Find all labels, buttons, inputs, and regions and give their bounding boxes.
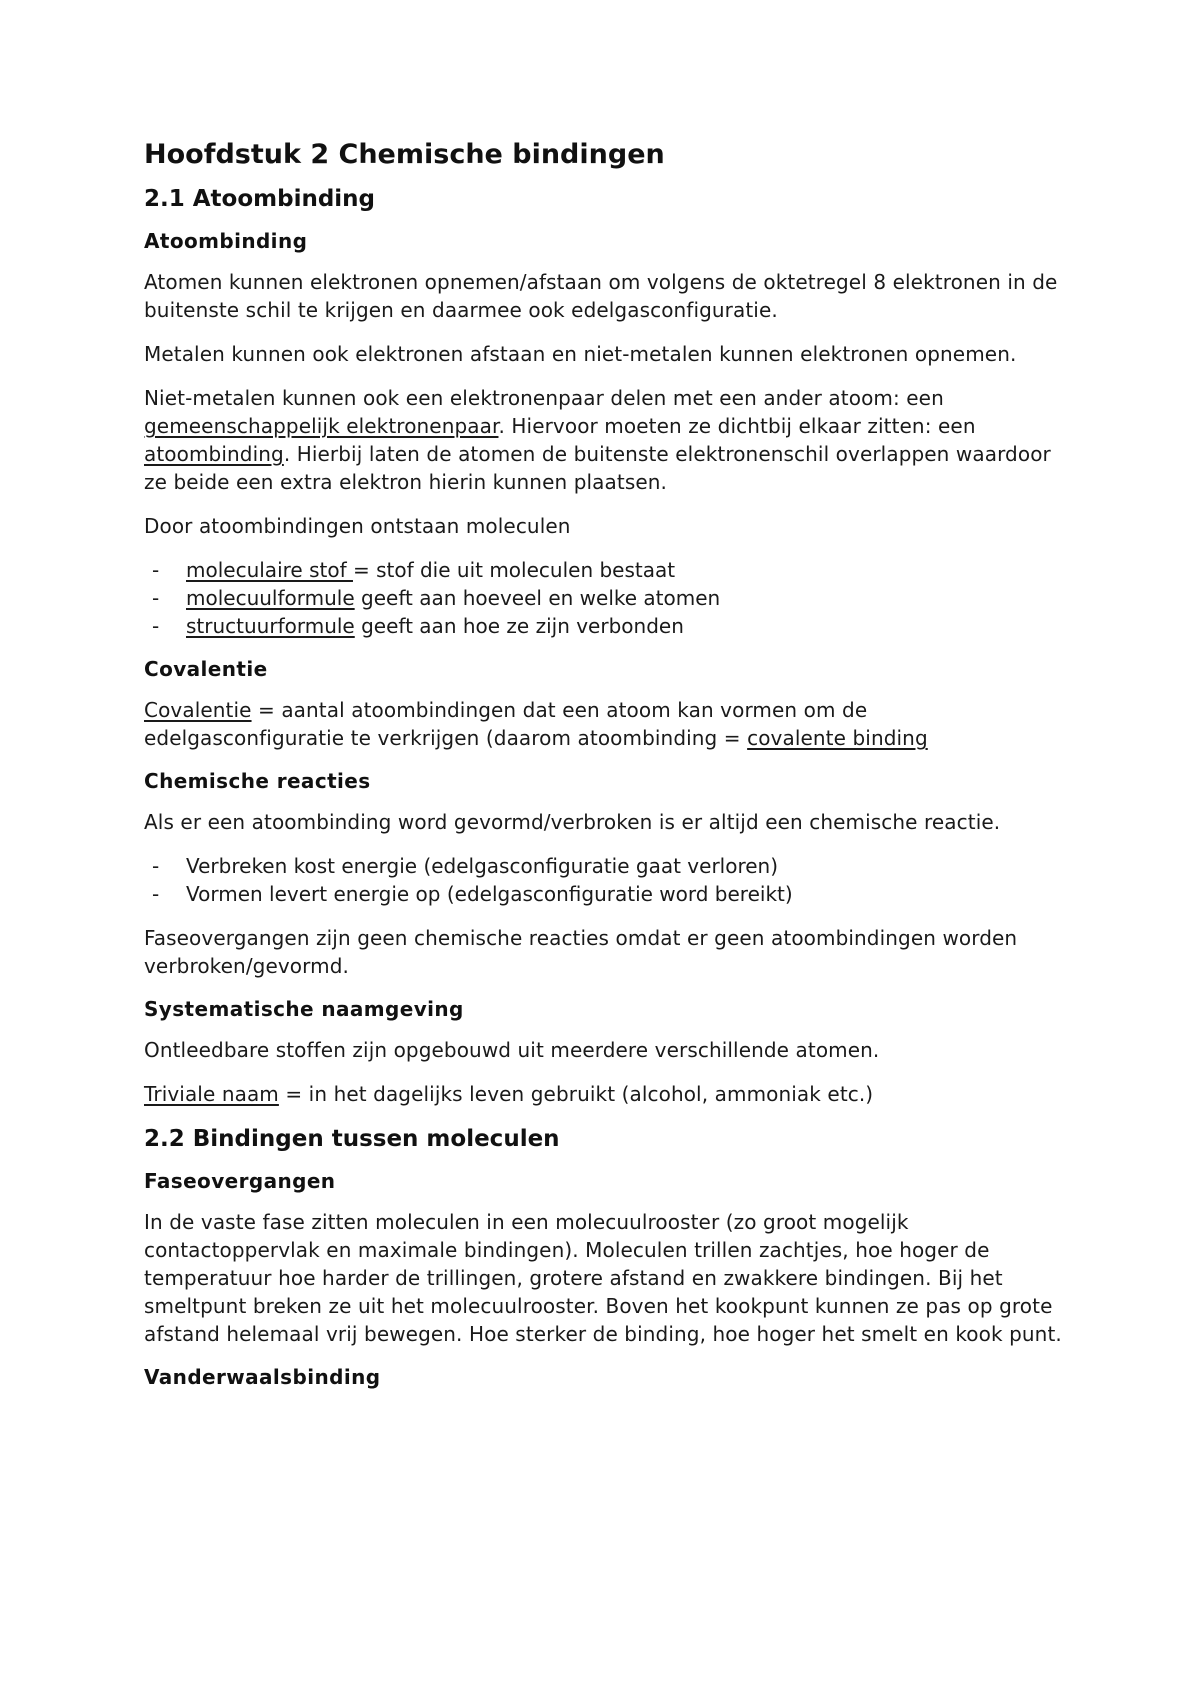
definition-text: = stof die uit moleculen bestaat: [352, 558, 676, 582]
text-span: Niet-metalen kunnen ook een elektronenpaar delen met een ander atoom: een: [144, 386, 944, 410]
subheading-covalentie: Covalentie: [144, 657, 268, 681]
list-item: [144, 584, 1064, 612]
list-item: [144, 612, 1064, 640]
paragraph-moleculen: Door atoombindingen ontstaan moleculen: [144, 514, 571, 538]
definition-list-moleculen: [144, 556, 1064, 640]
term-molecuulformule: molecuulformule: [186, 586, 355, 610]
paragraph-ontleedbare-stoffen: Ontleedbare stoffen zijn opgebouwd uit meerdere verschillende atomen.: [144, 1038, 880, 1062]
list-item: [144, 880, 1064, 908]
definition-text: = in het dagelijks leven gebruikt (alcohol, ammoniak etc.): [278, 1082, 874, 1106]
list-dash: -: [152, 586, 160, 610]
list-dash: -: [152, 882, 160, 906]
term-covalentie: Covalentie: [144, 698, 252, 722]
definition-text: geeft aan hoe ze zijn verbonden: [354, 614, 684, 638]
subheading-systematische-naamgeving: Systematische naamgeving: [144, 997, 464, 1021]
definition-text: = aantal atoombindingen dat een atoom kan vormen om de edelgasconfiguratie te verkrijgen (daarom atoombinding =: [144, 698, 868, 750]
term-triviale-naam: Triviale naam: [144, 1082, 279, 1106]
list-item: [144, 556, 1064, 584]
paragraph-elektronenpaar: [144, 384, 1064, 496]
text-span: . Hiervoor moeten ze dichtbij elkaar zitten: een: [498, 414, 976, 438]
paragraph-faseovergangen-reacties: Faseovergangen zijn geen chemische reacties omdat er geen atoombindingen worden verbroken/gevormd.: [144, 926, 1018, 978]
paragraph-molecuulrooster: In de vaste fase zitten moleculen in een molecuulrooster (zo groot mogelijk contactoppervlak en maximale bindingen). Moleculen trillen zachtjes, hoe hoger de temperatuur hoe harder de trillingen, grotere afstand en zwakkere bindingen. Bij het smeltpunt breken ze uit het molecuulrooster. Boven het kookpunt kunnen ze pas op grote afstand helemaal vrij bewegen. Hoe sterker de binding, hoe hoger het smelt en kook punt.: [144, 1210, 1062, 1346]
term-gemeenschappelijk-elektronenpaar: gemeenschappelijk elektronenpaar: [144, 414, 499, 438]
term-moleculaire-stof: moleculaire stof: [186, 558, 353, 582]
chapter-title: Hoofdstuk 2 Chemische bindingen: [144, 139, 665, 170]
paragraph-chemische-reactie: Als er een atoombinding word gevormd/verbroken is er altijd een chemische reactie.: [144, 810, 1001, 834]
list-dash: -: [152, 854, 160, 878]
section-title-2-1: 2.1 Atoombinding: [144, 186, 376, 212]
subheading-atoombinding: Atoombinding: [144, 229, 308, 253]
paragraph-covalentie: [144, 696, 1064, 752]
list-dash: -: [152, 614, 160, 638]
term-covalente-binding: covalente binding: [747, 726, 928, 750]
paragraph-oktetregel: Atomen kunnen elektronen opnemen/afstaan om volgens de oktetregel 8 elektronen in de buitenste schil te krijgen en daarmee ook edelgasconfiguratie.: [144, 270, 1058, 322]
subheading-vanderwaalsbinding: Vanderwaalsbinding: [144, 1365, 381, 1389]
list-energie: [144, 852, 1064, 908]
term-atoombinding: atoombinding: [144, 442, 284, 466]
text-span: . Hierbij laten de atomen de buitenste elektronenschil overlappen waardoor ze beide een extra elektron hierin kunnen plaatsen.: [144, 442, 1051, 494]
list-dash: -: [152, 558, 160, 582]
subheading-chemische-reacties: Chemische reacties: [144, 769, 371, 793]
term-structuurformule: structuurformule: [186, 614, 355, 638]
list-item-text: Vormen levert energie op (edelgasconfiguratie word bereikt): [186, 882, 793, 906]
definition-text: geeft aan hoeveel en welke atomen: [354, 586, 721, 610]
paragraph-triviale-naam: [144, 1080, 1064, 1108]
section-title-2-2: 2.2 Bindingen tussen moleculen: [144, 1126, 560, 1152]
document-page: [144, 138, 1064, 1404]
list-item: [144, 852, 1064, 880]
list-item-text: Verbreken kost energie (edelgasconfiguratie gaat verloren): [186, 854, 779, 878]
paragraph-metalen: Metalen kunnen ook elektronen afstaan en niet-metalen kunnen elektronen opnemen.: [144, 342, 1017, 366]
subheading-faseovergangen: Faseovergangen: [144, 1169, 336, 1193]
